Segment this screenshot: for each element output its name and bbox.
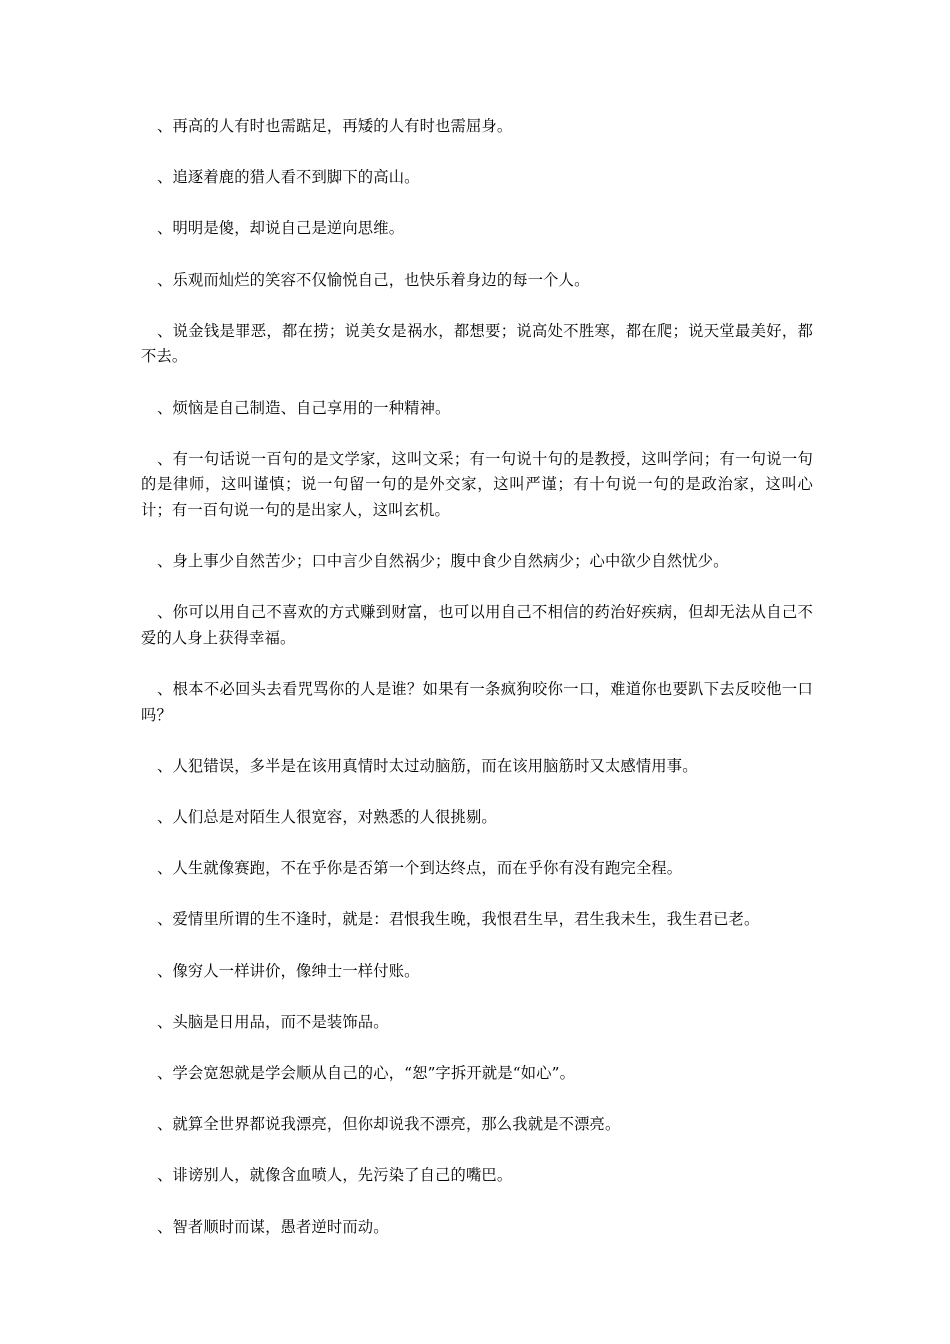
- paragraph-16: 、头脑是日用品，而不是装饰品。: [157, 1012, 389, 1031]
- paragraph-9: 、你可以用自己不喜欢的方式赚到财富，也可以用自己不相信的药治好疾病，但却无法从自己不爱的人身上获得幸福。: [141, 603, 813, 647]
- paragraph-13: 、人生就像赛跑，不在乎你是否第一个到达终点，而在乎你有没有跑完全程。: [157, 859, 683, 878]
- paragraph-7: 、有一句话说一百句的是文学家，这叫文采；有一句说十句的是教授，这叫学问；有一句说一句的是律师，这叫谨慎；说一句留一句的是外交家，这叫严谨；有十句说一句的是政治家，这叫心计；有一百句说一句的是出家人，这叫玄机。: [141, 449, 813, 519]
- paragraph-20: 、智者顺时而谋，愚者逆时而动。: [157, 1217, 389, 1236]
- paragraph-11: 、人犯错误，多半是在该用真情时太过动脑筋，而在该用脑筋时又太感情用事。: [157, 756, 698, 775]
- paragraph-10: 、根本不必回头去看咒骂你的人是谁？如果有一条疯狗咬你一口，难道你也要趴下去反咬他一口吗？: [141, 680, 813, 724]
- paragraph-6: 、烦恼是自己制造、自己享用的一种精神。: [157, 398, 451, 417]
- paragraph-15: 、像穷人一样讲价，像绅士一样付账。: [157, 961, 420, 980]
- paragraph-8: 、身上事少自然苦少；口中言少自然祸少；腹中食少自然病少；心中欲少自然忧少。: [157, 552, 729, 571]
- paragraph-4: 、乐观而灿烂的笑容不仅愉悦自己，也快乐着身边的每一个人。: [157, 270, 590, 289]
- paragraph-19: 、诽谤别人，就像含血喷人，先污染了自己的嘴巴。: [157, 1166, 513, 1185]
- paragraph-17: 、学会宽恕就是学会顺从自己的心，“恕”字拆开就是“如心”。: [157, 1063, 576, 1082]
- paragraph-2: 、追逐着鹿的猎人看不到脚下的高山。: [157, 168, 420, 187]
- document-body: [141, 114, 813, 1266]
- paragraph-18: 、就算全世界都说我漂亮，但你却说我不漂亮，那么我就是不漂亮。: [157, 1115, 621, 1134]
- paragraph-12: 、人们总是对陌生人很宽容，对熟悉的人很挑剔。: [157, 808, 497, 827]
- paragraph-1: 、再高的人有时也需踮足，再矮的人有时也需屈身。: [157, 117, 513, 135]
- paragraph-3: 、明明是傻，却说自己是逆向思维。: [157, 219, 405, 238]
- paragraph-14: 、爱情里所谓的生不逢时，就是：君恨我生晚，我恨君生早，君生我未生，我生君已老。: [157, 910, 760, 929]
- paragraph-5: 、说金钱是罪恶，都在捞；说美女是祸水，都想要；说高处不胜寒，都在爬；说天堂最美好，都不去。: [141, 321, 813, 366]
